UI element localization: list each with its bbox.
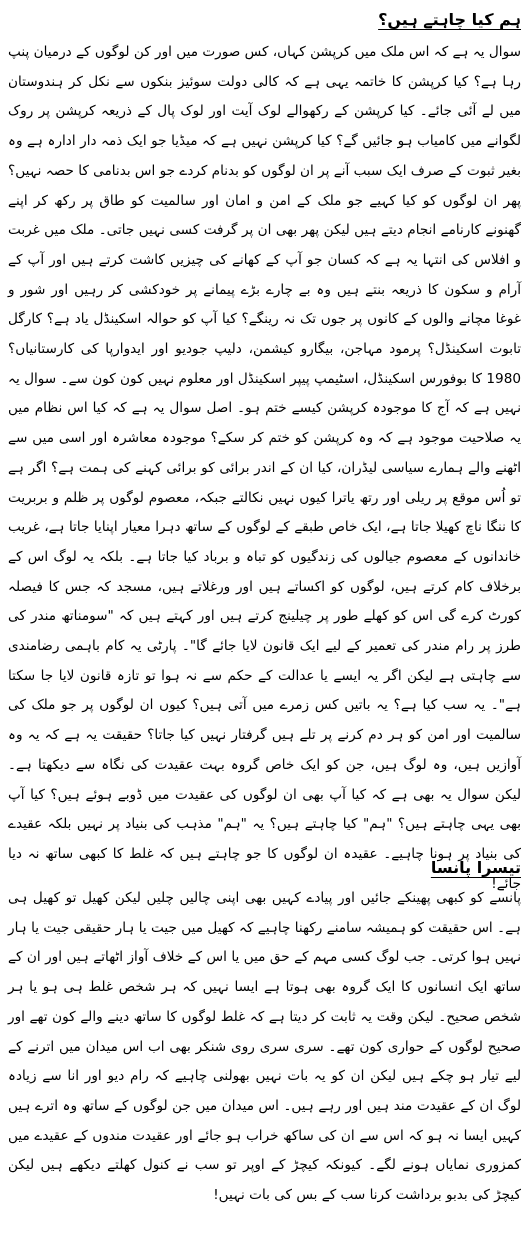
section-paragraph-what-we-want: سوال یہ ہے کہ اس ملک میں کرپشن کہاں، کس صورت میں اور کن لوگوں کے درمیان پنپ رہا ہے؟ کیا کرپشن کا خاتمہ یہی ہے کہ کالی دولت سوئیز بنکوں سے نکل کر ہندوستان میں لے آئی جائے۔ کیا کرپشن کے رکھوالے لوک آیت اور لوک پال کے ذریعہ کرپشن پر روک لگوانے میں کامیاب ہو جائیں گے؟ کیا کرپشن نہیں ہے کہ میڈیا جو ایک ذمہ دار ادارہ ہے وہ بغیر ثبوت کے صرف ایک سبب آنے پر ان لوگوں کو بدنام کردے جو اس بدنامی کا حصہ نہیں؟ پھر ان لوگوں کو کیا کہیے جو ملک کے امن و امان اور سالمیت کو طاق پر رکھ کر اپنے گھنونے کارنامے انجام دیتے ہیں لیکن پھر بھی ان پر گرفت کسی نہیں جاتی۔ ملک میں غربت و افلاس کی انتہا یہ ہے کہ کسان جو آپ کے کھانے کی چیزیں کاشت کرتے ہیں اور آپ کے آرام و سکون کا ذریعہ بنتے ہیں وہ بے چارے بڑے پیمانے پر خودکشی کر رہیں اور شور و غوغا مچانے والوں کے کانوں پر جوں تک نہ رینگے؟ کیا آپ کو حوالہ اسکینڈل یاد ہے؟ کارگل تابوت اسکینڈل؟ پرمود مہاجن، بیگارو کیشمن، دلیپ جودیو اور ایدوارپا کی کارستانیاں؟ 1980 کا بوفورس اسکینڈل، اسٹیمپ پیپر اسکینڈل اور معلوم نہیں کون کون سے۔ سوال یہ نہیں ہے کہ آج کا موجودہ کرپشن کیسے ختم ہو۔ اصل سوال یہ ہے کہ کیا اس نظام میں یہ صلاحیت موجود ہے کہ وہ کرپشن کو ختم کر سکے؟ موجودہ معاشرہ اور اسی میں سے اٹھنے والے ہمارے سیاسی لیڈران، کیا ان کے اندر برائی کو برائی کہنے کی ہمت ہے؟ اگر ہے تو اُس موقع پر ریلی اور رتھ یاترا کیوں نہیں نکالتے جبکہ، معصوم لوگوں پر ظلم و بربریت کا ننگا ناچ کھیلا جاتا ہے، ایک خاص طبقے کے لوگوں کے ساتھ دہرا معیار اپنایا جاتا ہے، غریب خاندانوں کے معصوم جیالوں کی زندگیوں کو تباہ و برباد کیا جاتا ہے۔ بلکہ یہ لوگ اس کے برخلاف کام کرتے ہیں، لوگوں کو اکساتے ہیں اور ورغلاتے ہیں، مسجد کہ جس کا فیصلہ کورٹ کرے گی اس کو کھلے طور پر چیلینج کرتے ہیں اور کہتے ہیں کہ "سومناتھ مندر کی طرز پر رام مندر کی تعمیر کے لیے ایک قانون لایا جائے گا"۔ پارٹی یہ کام باہمی رضامندی سے چاہتی ہے لیکن اگر یہ ایسے یا عدالت کے حکم سے نہ ہوا تو تازہ قانون لایا جا سکتا ہے"۔ یہ سب کیا ہے؟ یہ باتیں کس زمرے میں آتی ہیں؟ کیوں ان لوگوں پر جو ملک کی سالمیت اور امن کو ہر دم کرنے پر تلے ہیں گرفتار نہیں کیا جاتا؟ حقیقت یہ ہے کہ یہ وہ آوازیں ہیں، وہ لوگ ہیں، جن کو ایک خاص گروہ بہت عقیدت کی نگاہ سے دیکھتا ہے۔ لیکن سوال یہ بھی ہے کہ کیا آپ بھی ان لوگوں کی عقیدت میں ڈوبے ہوئے ہیں؟ کیا آپ بھی یہی چاہتے ہیں؟ "ہم" کیا چاہتے ہیں؟ یہ "ہم" مذہب کی بنیاد پر نہیں بلکہ عقیدے کی بنیاد پر ہونا چاہیے۔ عقیدہ ان لوگوں کا جو چاہتے ہیں کہ غلط کا کبھی ساتھ نہ دیا جائے! [8,44,521,892]
section-heading-third-dice: تیسرا پانسا [430,858,521,877]
section-paragraph-third-dice: پانسے کو کبھی پھینکے جائیں اور پیادے کہیں بھی اپنی چالیں چلیں لیکن کھیل تو کھیل ہی ہے۔ اس حقیقت کو ہمیشہ سامنے رکھنا چاہیے کہ کھیل میں جیت یا ہار حقیقی جیت یا ہار نہیں ہوا کرتی۔ جب لوگ کسی مہم کے حق میں یا اس کے خلاف آواز اٹھاتے ہیں اور ان کے ساتھ ایک انسانوں کا ایک گروہ بھی ہوتا ہے ایسا نہیں کہ ہر شخص غلط ہی ہو یا ہر شخص صحیح۔ لیکن وقت یہ ثابت کر دیتا ہے کہ غلط لوگوں کا ساتھ دینے والے کون تھے اور صحیح لوگوں کے حواری کون تھے۔ سری سری روی شنکر بھی اب اس میدان میں اترنے کے لیے تیار ہو چکے ہیں لیکن ان کو یہ بات نہیں بھولنی چاہیے کہ رام دیو اور انا سے زیادہ لوگ ان کے عقیدت مند ہیں اور رہے ہیں۔ اس میدان میں جن لوگوں کے ساتھ وہ اترے ہیں کہیں ایسا نہ ہو کہ اس سے ان کی ساکھ خراب ہو جائے اور عقیدت مندوں کے عقیدے میں کمزوری نمایاں ہونے لگے۔ کیونکہ کیچڑ کے اوپر تو سب نے کنول کھلتے دیکھے ہیں لیکن کیچڑ کی بدبو برداشت کرنا سب کے بس کی بات نہیں! [8,890,521,1204]
section-heading-what-we-want: ہم کیا چاہتے ہیں؟ [378,10,521,29]
